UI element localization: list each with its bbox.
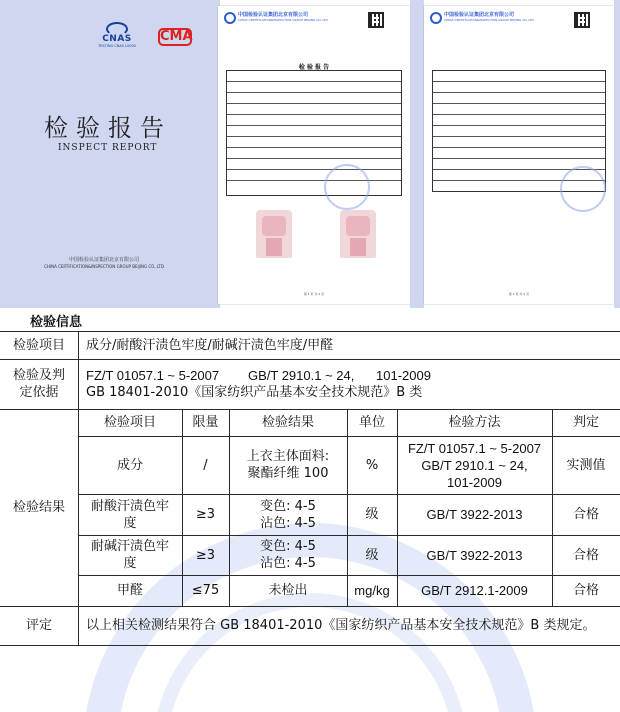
- value-evaluation: 以上相关检测结果符合 GB 18401-2010《国家纺织产品基本安全技术规范》B 类规定。: [86, 618, 596, 633]
- ccic-logo: [224, 12, 236, 24]
- table-row-acid-sweat-method: GB/T 3922-2013: [426, 507, 523, 522]
- table-row-alkali-sweat-item: 耐碱汗渍色牢 度: [90, 539, 169, 571]
- sample-photo-front: [256, 210, 292, 258]
- cover-title: 检验报告: [44, 114, 172, 142]
- table-row-alkali-sweat-judge: 合格: [572, 547, 599, 563]
- value-basis: FZ/T 01057.1 ~ 5-2007 GB/T 2910.1 ~ 24, 101-2009 GB 18401-2010《国家纺织产品基本安全技术规范》B 类: [86, 368, 431, 400]
- table-row-formaldehyde-unit: mg/kg: [354, 583, 390, 598]
- official-seal: [560, 166, 606, 212]
- sample-photo-back: [340, 210, 376, 258]
- qr-code-icon: [368, 12, 384, 28]
- table-row-formaldehyde-result: 未检出: [268, 583, 308, 598]
- accreditation-logos: [92, 22, 192, 52]
- table-row-composition-judge: 实测值: [566, 457, 606, 473]
- table-row-acid-sweat-limit: ≥3: [195, 507, 216, 522]
- qr-code-icon: [574, 12, 590, 28]
- col-header-result: 检验结果: [261, 415, 314, 430]
- table-row-composition-method: FZ/T 01057.1 ~ 5-2007 GB/T 2910.1 ~ 24, 101-2009: [407, 440, 542, 490]
- table-row-alkali-sweat-result: 变色: 4-5 沾色: 4-5: [260, 539, 316, 571]
- table-row-formaldehyde-judge: 合格: [572, 583, 599, 598]
- official-seal: [324, 164, 370, 210]
- col-header-item: 检验项目: [103, 415, 156, 430]
- col-header-method: 检验方法: [448, 415, 501, 430]
- table-row-composition-item: 成分: [116, 457, 143, 473]
- table-row-composition-result: 上衣主体面料: 聚酯纤维 100: [246, 449, 330, 481]
- table-row-alkali-sweat-unit: 级: [365, 547, 379, 563]
- cnas-logo: CNAS TESTING CNAS L0000: [92, 22, 142, 52]
- table-row-acid-sweat-item: 耐酸汗渍色牢 度: [90, 498, 169, 531]
- col-header-judge: 判定: [572, 415, 599, 430]
- table-row-acid-sweat-unit: 级: [365, 507, 379, 522]
- page-1-title: 检 验 报 告: [298, 64, 330, 71]
- table-row-formaldehyde-method: GB/T 2912.1-2009: [421, 583, 528, 598]
- table-row-formaldehyde-item: 甲醛: [116, 583, 143, 598]
- cover-title-en: INSPECT REPORT: [58, 143, 158, 153]
- cover-org-en: CHINA CERTIFICATION&INSPECTION GROUP BEIJING CO.,LTD: [44, 264, 164, 269]
- table-row-composition-limit: /: [203, 457, 208, 473]
- label-inspection-items: 检验项目: [12, 337, 65, 353]
- ccic-logo: [430, 12, 442, 24]
- table-row-alkali-sweat-limit: ≥3: [195, 547, 216, 563]
- cover-org: 中国检验认证集团北京有限公司: [68, 257, 139, 263]
- table-row-alkali-sweat-method: GB/T 3922-2013: [426, 547, 523, 563]
- cma-logo: CMA: [160, 29, 193, 44]
- table-row-acid-sweat-judge: 合格: [572, 507, 599, 522]
- table-row-composition-unit: %: [365, 457, 379, 473]
- table-row-acid-sweat-result: 变色: 4-5 沾色: 4-5: [260, 498, 316, 531]
- label-basis: 检验及判 定依据: [12, 368, 65, 400]
- section-title: 检验信息: [30, 315, 83, 330]
- inspection-info-table: [0, 331, 620, 645]
- report-page-1-scan: 中国检验认证集团北京有限公司 CHINA CERTIFICATION&INSPECTION GROUP BEIJING CO.,LTD 检 验 报 告 第 1 页 共 2 页: [218, 6, 410, 304]
- table-row-formaldehyde-limit: ≤75: [191, 583, 220, 598]
- value-inspection-items: 成分/耐酸汗渍色牢度/耐碱汗渍色牢度/甲醛: [86, 337, 334, 353]
- label-evaluation: 评定: [25, 618, 52, 633]
- report-cover: [0, 0, 208, 308]
- col-header-unit: 单位: [358, 415, 385, 430]
- label-results: 检验结果: [12, 500, 65, 515]
- col-header-limit: 限量: [192, 415, 219, 430]
- page-1-form-grid: [226, 70, 402, 196]
- report-page-2-scan: 中国检验认证集团北京有限公司 CHINA CERTIFICATION&INSPECTION GROUP BEIJING CO.,LTD 第 2 页 共 2 页: [424, 6, 614, 304]
